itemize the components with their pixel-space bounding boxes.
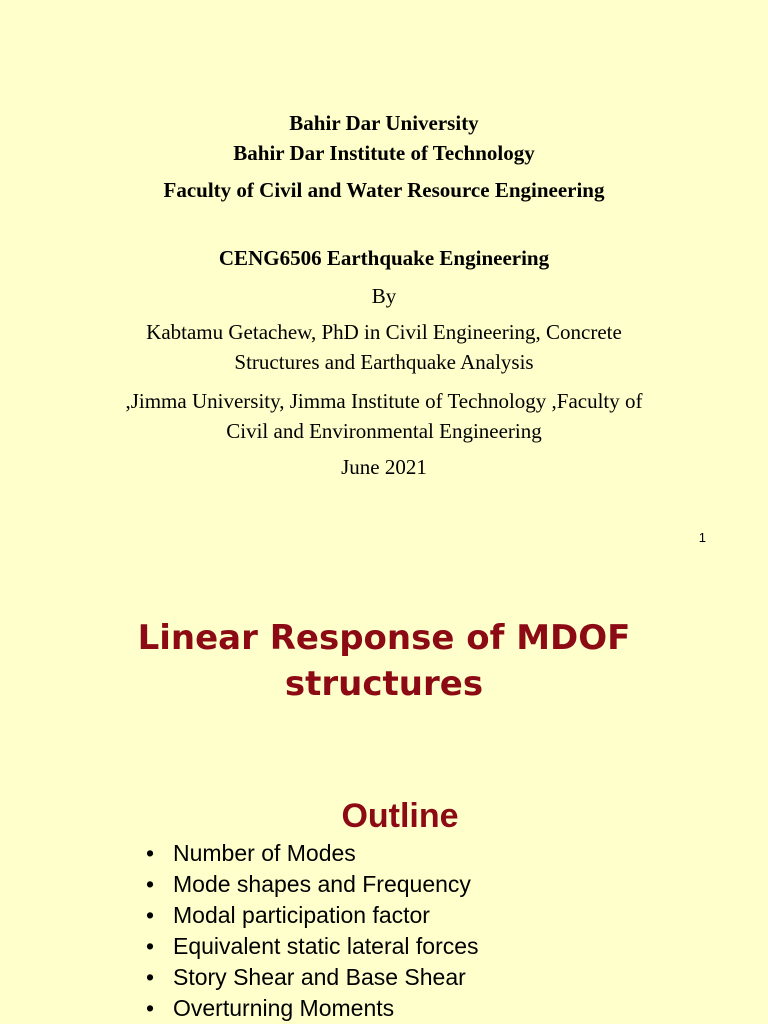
course-title: CENG6506 Earthquake Engineering bbox=[218, 246, 550, 270]
bullet-icon: • bbox=[146, 964, 155, 990]
page-number: 1 bbox=[698, 530, 706, 545]
affiliation-line-2: Civil and Environmental Engineering bbox=[226, 419, 542, 443]
slide-title bbox=[0, 615, 768, 707]
list-item-label: Story Shear and Base Shear bbox=[173, 964, 466, 990]
list-item-label: Mode shapes and Frequency bbox=[173, 871, 471, 897]
bullet-icon: • bbox=[146, 840, 155, 866]
author-line-1: Kabtamu Getachew, PhD in Civil Engineering, Concrete bbox=[146, 320, 622, 344]
list-item-label: Modal participation factor bbox=[173, 902, 430, 928]
list-item-label: Equivalent static lateral forces bbox=[173, 933, 479, 959]
list-item-label: Number of Modes bbox=[173, 840, 356, 866]
list-item bbox=[146, 869, 479, 900]
list-item bbox=[146, 838, 479, 869]
faculty-name: Faculty of Civil and Water Resource Engineering bbox=[163, 178, 605, 202]
list-item bbox=[146, 900, 479, 931]
affiliation-line-1: ,Jimma University, Jimma Institute of Technology ,Faculty of bbox=[125, 389, 643, 413]
outline-list bbox=[146, 838, 479, 1024]
list-item-label: Overturning Moments bbox=[173, 995, 395, 1021]
author-line-2: Structures and Earthquake Analysis bbox=[234, 350, 534, 374]
presentation-date: June 2021 bbox=[341, 455, 427, 479]
slide-title-line-2: structures bbox=[284, 664, 484, 704]
bullet-icon: • bbox=[146, 995, 155, 1021]
outline-heading: Outline bbox=[341, 797, 459, 835]
slide-title-line-1: Linear Response of MDOF bbox=[137, 618, 631, 658]
bullet-icon: • bbox=[146, 871, 155, 897]
list-item bbox=[146, 931, 479, 962]
by-label: By bbox=[371, 284, 397, 308]
list-item bbox=[146, 962, 479, 993]
list-item bbox=[146, 993, 479, 1024]
bullet-icon: • bbox=[146, 902, 155, 928]
bullet-icon: • bbox=[146, 933, 155, 959]
university-name: Bahir Dar University bbox=[289, 111, 479, 135]
institute-name: Bahir Dar Institute of Technology bbox=[233, 141, 535, 165]
